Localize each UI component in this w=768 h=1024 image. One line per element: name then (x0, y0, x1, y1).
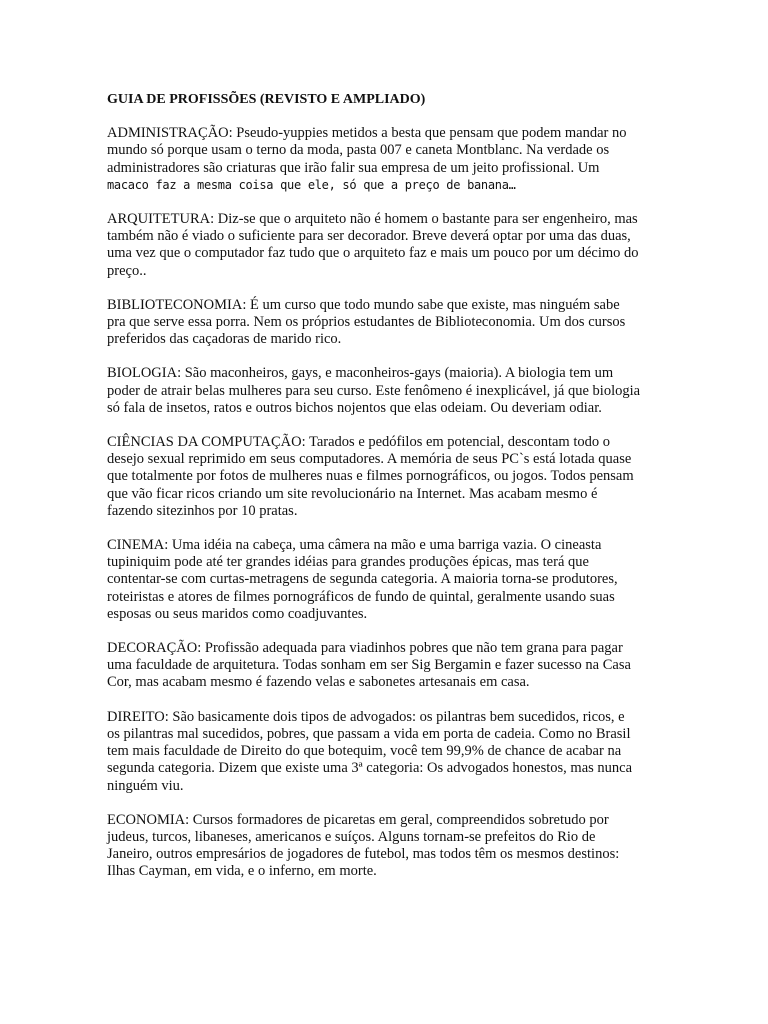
text-line: CINEMA: Uma idéia na cabeça, uma câmera na mão e uma barriga vazia. O cineasta (107, 537, 602, 554)
text-line: preferidos das caçadoras de marido rico. (107, 331, 342, 348)
entry-arquitetura (107, 211, 667, 280)
text-line: Cor, mas acabam mesmo é fazendo velas e sabonetes artesanais em casa. (107, 674, 530, 691)
entry-decoracao (107, 640, 667, 692)
text-line: macaco faz a mesma coisa que ele, só que a preço de banana… (107, 177, 516, 192)
text-line: segunda categoria. Dizem que existe uma 3ª categoria: Os advogados honestos, mas nunca (107, 760, 633, 777)
text-line: preço.. (107, 262, 147, 279)
document-page (107, 91, 667, 898)
text-line: os pilantras mal sucedidos, pobres, que passam a vida em porta de cadeia. Como no Brasil (107, 725, 631, 742)
text-line: administradores são criaturas que irão falir sua empresa de um jeito profissional. Um (107, 159, 600, 176)
text-line: também não é viado o suficiente para ser decorador. Breve deverá optar por uma das duas, (107, 228, 631, 245)
text-line: ADMINISTRAÇÃO: Pseudo-yuppies metidos a besta que pensam que podem mandar no (107, 125, 627, 142)
text-line: CIÊNCIAS DA COMPUTAÇÃO: Tarados e pedófilos em potencial, descontam todo o (107, 434, 610, 451)
text-line: uma faculdade de arquitetura. Todas sonham em ser Sig Bergamin e fazer sucesso na Casa (107, 657, 631, 674)
text-line: poder de atrair belas mulheres para seu curso. Este fenômeno é inexplicável, já que biologia (107, 382, 641, 399)
text-line: uma vez que o computador faz tudo que o arquiteto faz e mais um pouco por um décimo do (107, 245, 639, 262)
text-line: desejo sexual reprimido em seus computadores. A memória de seus PC`s está lotada quase (107, 451, 632, 468)
entry-economia (107, 812, 667, 881)
text-line: tem mais faculdade de Direito do que botequim, você tem 99,9% de chance de acabar na (107, 743, 622, 760)
text-line: DIREITO: São basicamente dois tipos de advogados: os pilantras bem sucedidos, ricos, e (107, 708, 625, 725)
text-line: DECORAÇÃO: Profissão adequada para viadinhos pobres que não tem grana para pagar (107, 640, 623, 657)
text-line: ARQUITETURA: Diz-se que o arquiteto não é homem o bastante para ser engenheiro, mas (107, 211, 638, 228)
text-line: ECONOMIA: Cursos formadores de picaretas em geral, compreendidos sobretudo por (107, 811, 609, 828)
entry-biologia (107, 365, 667, 417)
text-line: tupiniquim pode até ter grandes idéias para grandes produções épicas, mas terá que (107, 554, 589, 571)
entry-ciencias-da-computacao (107, 434, 667, 520)
entry-cinema (107, 537, 667, 623)
entry-biblioteconomia (107, 297, 667, 349)
text-line: fazendo sitezinhos por 10 pratas. (107, 502, 298, 519)
text-line: que vão ficar ricos criando um site revolucionário na Internet. Mas acabam mesmo é (107, 485, 598, 502)
text-line: contentar-se com curtas-metragens de segunda categoria. A maioria torna-se produtores, (107, 571, 618, 588)
text-line: esposas ou seus maridos como coadjuvantes. (107, 605, 368, 622)
text-line: que totalmente por fotos de mulheres nuas e filmes pornográficos, ou jogos. Todos pensam (107, 468, 634, 485)
text-line: ninguém viu. (107, 777, 184, 794)
text-line: só fala de insetos, ratos e outros bichos nojentos que elas odeiam. Ou deveriam odiar. (107, 399, 602, 416)
text-line: mundo só porque usam o terno da moda, pasta 007 e caneta Montblanc. Na verdade os (107, 142, 610, 159)
text-line: Ilhas Cayman, em vida, e o inferno, em morte. (107, 863, 377, 880)
document-title: GUIA DE PROFISSÕES (REVISTO E AMPLIADO) (107, 92, 426, 107)
text-line: BIBLIOTECONOMIA: É um curso que todo mundo sabe que existe, mas ninguém sabe (107, 296, 620, 313)
entry-direito (107, 709, 667, 795)
text-line: judeus, turcos, libaneses, americanos e suíços. Alguns tornam-se prefeitos do Rio de (107, 828, 596, 845)
text-line: roteiristas e atores de filmes pornográficos de fundo de quintal, geralmente usando suas (107, 588, 615, 605)
text-line: pra que serve essa porra. Nem os próprios estudantes de Biblioteconomia. Um dos cursos (107, 314, 626, 331)
text-line: BIOLOGIA: São maconheiros, gays, e maconheiros-gays (maioria). A biologia tem um (107, 365, 614, 382)
entry-administracao (107, 125, 667, 194)
text-line: Janeiro, outros empresários de jogadores de futebol, mas todos têm os mesmos destinos: (107, 846, 620, 863)
